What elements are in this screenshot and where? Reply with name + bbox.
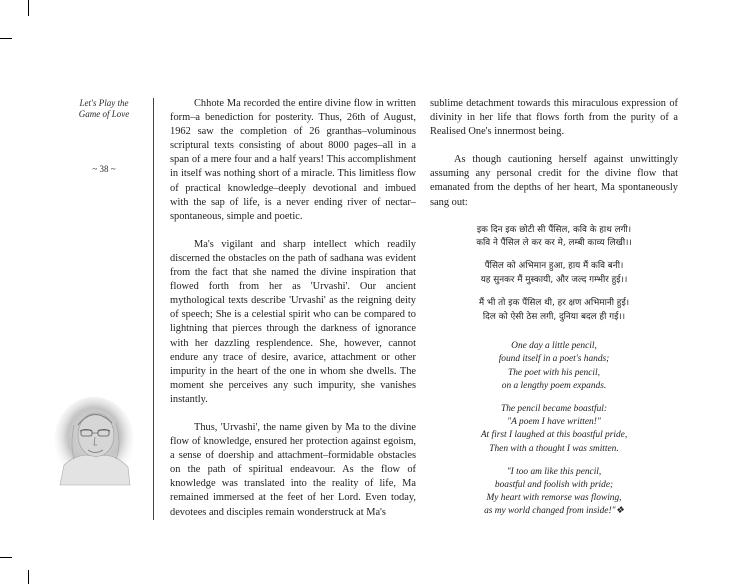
portrait-sketch [50,395,138,487]
hindi-line: पैंसिल को अभिमान हुआ, हाय मैं कवि बनी। [484,261,624,272]
crop-mark-bottom-left-h [0,557,12,558]
poem-line: The poet with his pencil, [508,367,600,378]
paragraph-2 [170,238,416,407]
poem-line: One day a little pencil, [511,341,597,352]
book-title-line-1: Let's Play the [79,98,129,108]
english-stanza-1 [430,340,678,393]
hindi-stanza-3 [430,297,678,324]
english-stanza-3 [430,466,678,519]
paragraph-4: As though cautioning herself against unwittingly assuming any personal credit for the divine flow that emanated from the depths of her heart, Ma spontaneously sang out: [430,154,678,208]
column-divider [153,98,154,520]
poem-line: on a lengthy poem expands. [501,380,607,391]
sidebar [60,98,148,175]
paragraph-1 [170,97,416,224]
poem-line: as my world changed from inside!"❖ [484,506,624,517]
hindi-line: मैं भी तो इक पैंसिल थी, हर क्षण अभिमानी हुई। [478,298,630,309]
hindi-line: इक दिन इक छोटी सी पैंसिल, कवि के हाथ लगी। [476,224,632,235]
hindi-stanza-2 [430,260,678,287]
continuation-paragraph: sublime detachment towards this miraculous expression of divinity in her life that flows forth from the purity of a Realised One's innermost being. [430,98,678,138]
paragraph-2-text: Ma's vigilant and sharp intellect which readily discerned the obstacles on the path of sadhana was evident from the fact that she named the divine inspiration that flowed forth from her as 'Urvashi'. Our ancient mythological texts describe 'Urvashi' as the reigning deity of speech; She is a celestial spirit who can be compared to lightning that pierces through the darkness of ignorance with her dazzling resplendence. She, however, cannot endure any trace of desire, avarice, attachment or other impurity in the heart of the one in whom she dwells. The moment she perceives any such impurity, she vanishes instantly. [170,238,416,405]
poem-line: found itself in a poet's hands; [498,354,610,365]
page-number: ~ 38 ~ [92,164,116,174]
crop-mark-bottom-left-v [28,570,29,584]
hindi-line: दिल को ऐसी ठेस लगी, दुनिया बदल ही गई।। [482,311,626,322]
poem-line: "A poem I have written!" [507,417,601,428]
crop-mark-top-left-h [0,38,12,39]
hindi-line: कवि ने पैंसिल ले कर कर मे, लम्बी काव्य लिखी।। [476,238,632,249]
crop-mark-top-left-v [28,0,29,16]
hindi-line: यह सुनकर मैं मुस्कायी, और जल्द गम्भीर हुई।। [480,274,628,285]
poem-line: At first I laughed at this boastful pride, [480,430,628,441]
left-column [170,97,416,534]
hindi-stanza-1 [430,224,678,251]
paragraph-3 [170,421,416,520]
poem-line: "I too am like this pencil, [506,466,602,477]
english-stanza-2 [430,403,678,456]
right-column [430,97,678,529]
paragraph-1-text: Chhote Ma recorded the entire divine flow in written form–a benediction for posterity. Thus, 26th of August, 1962 saw the completion of 26 granthas–voluminous scriptural texts consisting of about 8000 pages–all in a span of a mere four and a half years! This accomplishment in itself was nothing short of a miracle. This limitless flow of practical knowledge–deeply devotional and imbued with the sap of life, is a never ending river of nectar–spontaneous, simple and poetic. [170,98,416,222]
book-title-line-2: Game of Love [78,109,130,119]
poem-line: The pencil became boastful: [501,403,607,414]
poem-line: Then with a thought I was smitten. [489,443,619,454]
poem-line: boastful and foolish with pride; [494,479,614,490]
poem-line: My heart with remorse was flowing, [486,493,622,504]
paragraph-3-text: Thus, 'Urvashi', the name given by Ma to the divine flow of knowledge, ensured her protection against egoism, a sense of doership and attachment–formidable obstacles on the path of spiritual endeavour. As the flow of knowledge was translated into the reality of life, Ma remained immersed at the feet of her Lord. Even today, devotees and disciples remain wonderstruck at Ma's [170,421,416,518]
